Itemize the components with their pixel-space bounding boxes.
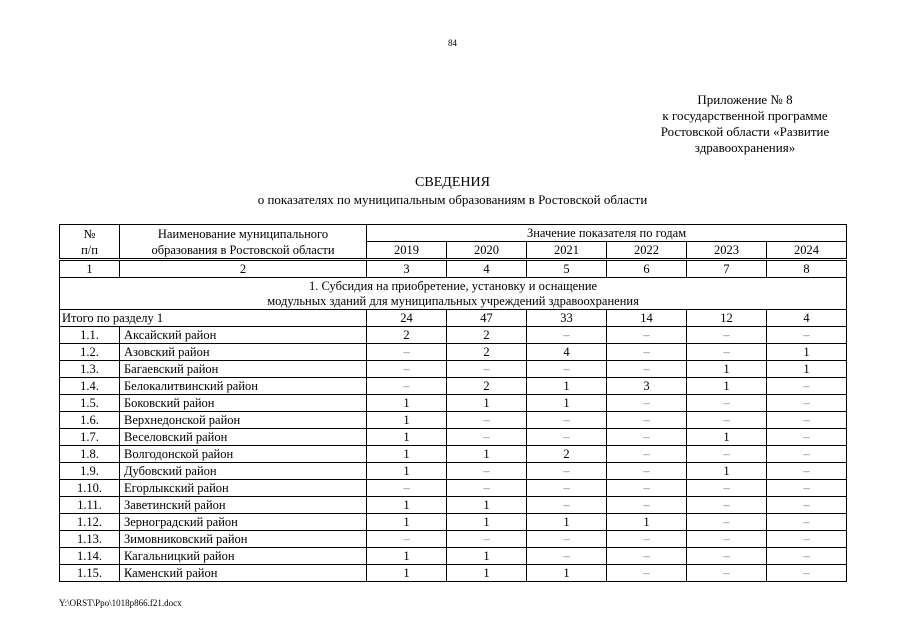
indicator-value: 4 bbox=[527, 344, 607, 361]
indicator-value: – bbox=[607, 548, 687, 565]
column-index: 2 bbox=[120, 260, 367, 278]
row-number: 1.12. bbox=[60, 514, 120, 531]
indicator-value: – bbox=[767, 531, 847, 548]
indicator-value: – bbox=[607, 497, 687, 514]
section-title bbox=[60, 278, 847, 310]
indicator-value: – bbox=[767, 548, 847, 565]
header-year: 2020 bbox=[447, 242, 527, 260]
row-number: 1.11. bbox=[60, 497, 120, 514]
indicator-value: – bbox=[367, 531, 447, 548]
indicator-value: 1 bbox=[527, 565, 607, 582]
municipality-name: Багаевский район bbox=[120, 361, 367, 378]
row-number: 1.6. bbox=[60, 412, 120, 429]
total-value: 33 bbox=[527, 310, 607, 327]
indicator-value: – bbox=[767, 463, 847, 480]
row-number: 1.5. bbox=[60, 395, 120, 412]
header-name-line: Наименование муниципального bbox=[157, 226, 329, 241]
indicator-value: – bbox=[767, 395, 847, 412]
indicator-value: – bbox=[687, 327, 767, 344]
municipality-name: Зимовниковский район bbox=[120, 531, 367, 548]
municipality-name: Азовский район bbox=[120, 344, 367, 361]
header-values-title: Значение показателя по годам bbox=[367, 225, 847, 242]
indicator-value: – bbox=[607, 463, 687, 480]
total-row bbox=[60, 310, 847, 327]
row-number: 1.15. bbox=[60, 565, 120, 582]
indicator-value: – bbox=[687, 446, 767, 463]
municipality-name: Кагальницкий район bbox=[120, 548, 367, 565]
indicator-value: – bbox=[767, 480, 847, 497]
header-name-cell bbox=[120, 225, 367, 260]
indicator-value: – bbox=[687, 497, 767, 514]
indicator-value: – bbox=[527, 480, 607, 497]
table-row bbox=[60, 548, 847, 565]
total-value: 12 bbox=[687, 310, 767, 327]
indicators-table bbox=[59, 224, 847, 582]
total-label: Итого по разделу 1 bbox=[60, 310, 120, 327]
indicator-value: 1 bbox=[447, 395, 527, 412]
indicator-value: 1 bbox=[367, 514, 447, 531]
indicator-value: 1 bbox=[367, 412, 447, 429]
indicator-value: 1 bbox=[367, 429, 447, 446]
indicator-value: 1 bbox=[447, 548, 527, 565]
table-row bbox=[60, 531, 847, 548]
header-number-line: № bbox=[83, 226, 96, 241]
header-name-line: образования в Ростовской области bbox=[151, 242, 335, 257]
municipality-name: Аксайский район bbox=[120, 327, 367, 344]
table-row bbox=[60, 412, 847, 429]
indicator-value: – bbox=[367, 361, 447, 378]
municipality-name: Верхнедонской район bbox=[120, 412, 367, 429]
indicator-value: – bbox=[607, 327, 687, 344]
municipality-name: Каменский район bbox=[120, 565, 367, 582]
indicator-value: – bbox=[607, 344, 687, 361]
header-year: 2024 bbox=[767, 242, 847, 260]
municipality-name: Заветинский район bbox=[120, 497, 367, 514]
indicator-value: 2 bbox=[447, 344, 527, 361]
row-number: 1.4. bbox=[60, 378, 120, 395]
row-number: 1.2. bbox=[60, 344, 120, 361]
column-index-row bbox=[60, 260, 847, 278]
indicator-value: 2 bbox=[447, 378, 527, 395]
table-row bbox=[60, 395, 847, 412]
indicator-value: – bbox=[607, 412, 687, 429]
indicator-value: – bbox=[607, 531, 687, 548]
header-year: 2021 bbox=[527, 242, 607, 260]
table-row bbox=[60, 429, 847, 446]
total-value: 24 bbox=[367, 310, 447, 327]
appendix-line: к государственной программе bbox=[662, 108, 828, 123]
row-number: 1.13. bbox=[60, 531, 120, 548]
indicator-value: – bbox=[447, 480, 527, 497]
table-row bbox=[60, 463, 847, 480]
appendix-line: Приложение № 8 bbox=[697, 92, 793, 107]
row-number: 1.1. bbox=[60, 327, 120, 344]
header-year: 2023 bbox=[687, 242, 767, 260]
indicator-value: 1 bbox=[447, 565, 527, 582]
indicator-value: 2 bbox=[367, 327, 447, 344]
row-number: 1.9. bbox=[60, 463, 120, 480]
indicator-value: 3 bbox=[607, 378, 687, 395]
table-row bbox=[60, 446, 847, 463]
indicator-value: – bbox=[767, 429, 847, 446]
indicator-value: 1 bbox=[367, 463, 447, 480]
file-path: Y:\ORST\Ppo\1018p866.f21.docx bbox=[59, 598, 182, 608]
indicator-value: – bbox=[607, 361, 687, 378]
indicator-value: – bbox=[367, 378, 447, 395]
indicator-value: – bbox=[447, 531, 527, 548]
section-title-line: модульных зданий для муниципальных учреждений здравоохранения bbox=[267, 294, 639, 308]
indicator-value: – bbox=[527, 548, 607, 565]
indicator-value: – bbox=[687, 412, 767, 429]
row-number: 1.14. bbox=[60, 548, 120, 565]
indicator-value: 1 bbox=[367, 565, 447, 582]
municipality-name: Белокалитвинский район bbox=[120, 378, 367, 395]
indicator-value: 2 bbox=[527, 446, 607, 463]
section-title-line: 1. Субсидия на приобретение, установку и оснащение bbox=[309, 279, 598, 293]
municipality-name: Зерноградский район bbox=[120, 514, 367, 531]
column-index: 1 bbox=[60, 260, 120, 278]
municipality-name: Егорлыкский район bbox=[120, 480, 367, 497]
indicator-value: – bbox=[767, 412, 847, 429]
indicator-value: – bbox=[447, 412, 527, 429]
indicator-value: – bbox=[607, 395, 687, 412]
indicator-value: 1 bbox=[687, 429, 767, 446]
table-row bbox=[60, 565, 847, 582]
indicator-value: 1 bbox=[527, 395, 607, 412]
municipality-name: Боковский район bbox=[120, 395, 367, 412]
table-row bbox=[60, 378, 847, 395]
indicator-value: – bbox=[767, 514, 847, 531]
page-number: 84 bbox=[448, 38, 457, 48]
indicator-value: 1 bbox=[367, 497, 447, 514]
indicator-value: – bbox=[367, 344, 447, 361]
municipality-name: Волгодонской район bbox=[120, 446, 367, 463]
indicator-value: 1 bbox=[687, 361, 767, 378]
table-row bbox=[60, 327, 847, 344]
table-row bbox=[60, 361, 847, 378]
column-index: 8 bbox=[767, 260, 847, 278]
column-index: 3 bbox=[367, 260, 447, 278]
indicator-value: 2 bbox=[447, 327, 527, 344]
document-subtitle: о показателях по муниципальным образованиям в Ростовской области bbox=[257, 192, 648, 207]
indicator-value: – bbox=[687, 531, 767, 548]
appendix-note bbox=[600, 92, 890, 156]
header-year: 2019 bbox=[367, 242, 447, 260]
table-row bbox=[60, 480, 847, 497]
column-index: 7 bbox=[687, 260, 767, 278]
total-value: 4 bbox=[767, 310, 847, 327]
header-number-cell bbox=[60, 225, 120, 260]
total-value: 14 bbox=[607, 310, 687, 327]
indicator-value: 1 bbox=[767, 344, 847, 361]
indicator-value: 1 bbox=[767, 361, 847, 378]
indicator-value: – bbox=[767, 327, 847, 344]
indicator-value: – bbox=[687, 480, 767, 497]
indicator-value: 1 bbox=[367, 446, 447, 463]
column-index: 5 bbox=[527, 260, 607, 278]
municipality-name: Дубовский район bbox=[120, 463, 367, 480]
indicator-value: 1 bbox=[527, 378, 607, 395]
indicator-value: – bbox=[527, 361, 607, 378]
indicator-value: – bbox=[607, 446, 687, 463]
row-number: 1.10. bbox=[60, 480, 120, 497]
indicator-value: – bbox=[527, 497, 607, 514]
row-number: 1.7. bbox=[60, 429, 120, 446]
indicator-value: 1 bbox=[687, 378, 767, 395]
appendix-line: здравоохранения» bbox=[694, 140, 796, 155]
indicator-value: – bbox=[367, 480, 447, 497]
indicator-value: – bbox=[447, 429, 527, 446]
indicator-value: – bbox=[527, 327, 607, 344]
indicator-value: – bbox=[447, 463, 527, 480]
header-row bbox=[60, 225, 847, 242]
indicator-value: – bbox=[767, 378, 847, 395]
indicator-value: – bbox=[447, 361, 527, 378]
indicator-value: 1 bbox=[367, 395, 447, 412]
header-number-line: п/п bbox=[81, 242, 98, 257]
indicator-value: – bbox=[527, 429, 607, 446]
indicator-value: – bbox=[527, 463, 607, 480]
indicator-value: – bbox=[767, 565, 847, 582]
indicator-value: – bbox=[767, 446, 847, 463]
indicator-value: – bbox=[607, 429, 687, 446]
appendix-line: Ростовской области «Развитие bbox=[660, 124, 830, 139]
indicator-value: 1 bbox=[447, 446, 527, 463]
indicator-value: – bbox=[767, 497, 847, 514]
column-index: 6 bbox=[607, 260, 687, 278]
indicator-value: 1 bbox=[447, 514, 527, 531]
indicator-value: – bbox=[687, 514, 767, 531]
indicator-value: – bbox=[687, 565, 767, 582]
column-index: 4 bbox=[447, 260, 527, 278]
indicator-value: – bbox=[527, 531, 607, 548]
municipality-name: Веселовский район bbox=[120, 429, 367, 446]
total-value: 47 bbox=[447, 310, 527, 327]
indicator-value: 1 bbox=[367, 548, 447, 565]
table-row bbox=[60, 344, 847, 361]
table-row bbox=[60, 514, 847, 531]
indicator-value: – bbox=[607, 565, 687, 582]
table-row bbox=[60, 497, 847, 514]
row-number: 1.3. bbox=[60, 361, 120, 378]
indicator-value: – bbox=[527, 412, 607, 429]
indicator-value: – bbox=[687, 395, 767, 412]
indicator-value: – bbox=[687, 548, 767, 565]
document-title: СВЕДЕНИЯ bbox=[415, 175, 490, 190]
indicator-value: 1 bbox=[447, 497, 527, 514]
indicator-value: – bbox=[687, 344, 767, 361]
indicator-value: 1 bbox=[607, 514, 687, 531]
header-year: 2022 bbox=[607, 242, 687, 260]
section-row bbox=[60, 278, 847, 310]
indicator-value: 1 bbox=[687, 463, 767, 480]
indicator-value: 1 bbox=[527, 514, 607, 531]
row-number: 1.8. bbox=[60, 446, 120, 463]
indicator-value: – bbox=[607, 480, 687, 497]
